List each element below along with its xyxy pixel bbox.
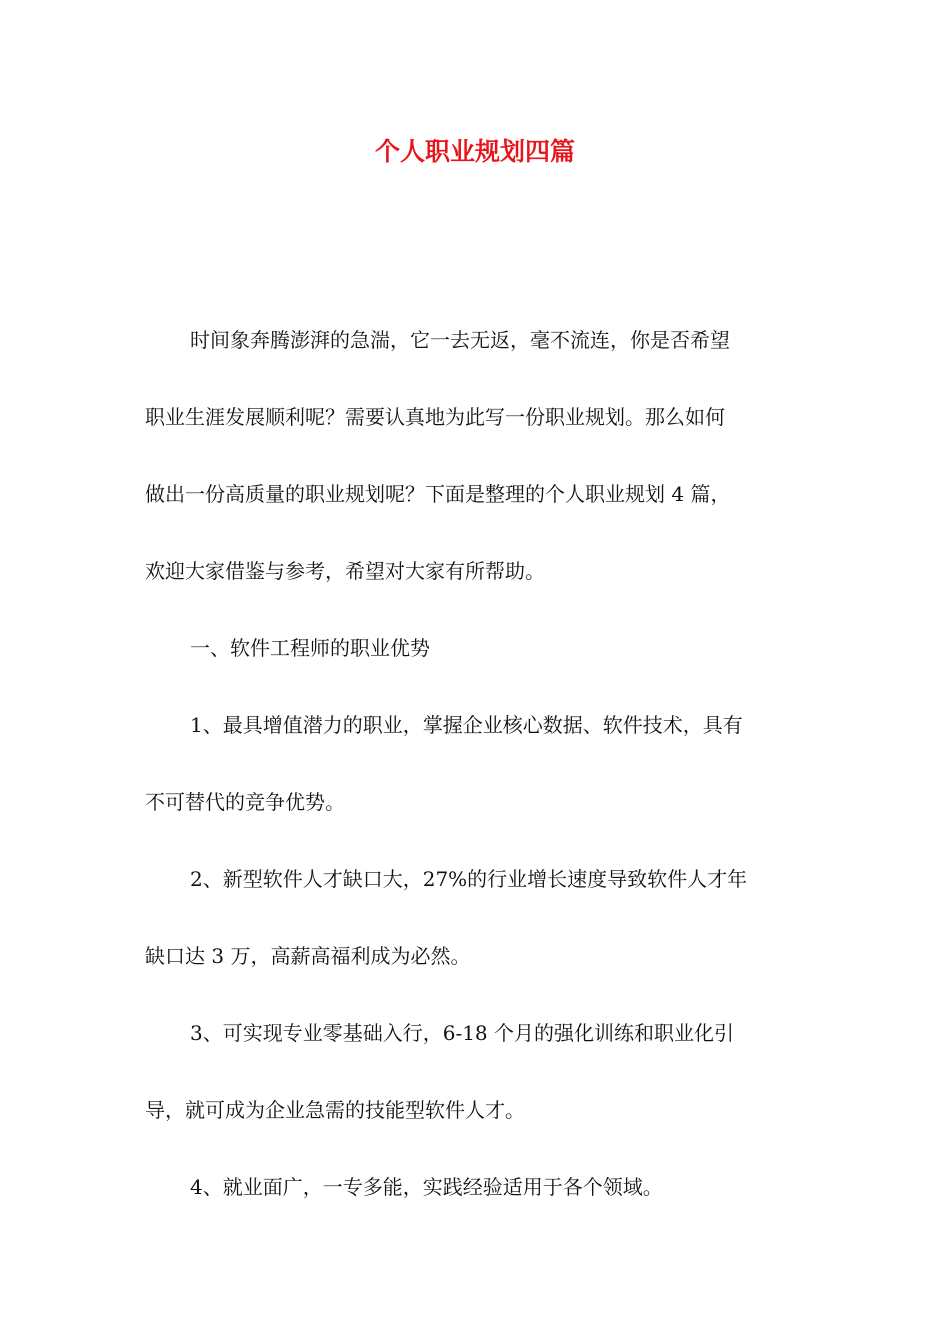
body-line: 3、可实现专业零基础入行，6-18 个月的强化训练和职业化引	[190, 1021, 735, 1045]
body-line: 时间象奔腾澎湃的急湍，它一去无返，毫不流连，你是否希望	[190, 328, 730, 352]
document-body	[145, 320, 807, 1244]
body-line: 1、最具增值潜力的职业，掌握企业核心数据、软件技术，具有	[190, 713, 743, 737]
body-line: 不可替代的竞争优势。	[145, 790, 345, 814]
body-line: 缺口达 3 万，高薪高福利成为必然。	[145, 944, 471, 968]
body-line: 导，就可成为企业急需的技能型软件人才。	[145, 1098, 525, 1122]
document-title: 个人职业规划四篇	[374, 137, 575, 166]
body-line: 欢迎大家借鉴与参考，希望对大家有所帮助。	[145, 559, 545, 583]
body-line: 职业生涯发展顺利呢？需要认真地为此写一份职业规划。那么如何	[145, 405, 725, 429]
section-heading: 一、软件工程师的职业优势	[190, 636, 430, 660]
body-line: 做出一份高质量的职业规划呢？下面是整理的个人职业规划 4 篇，	[145, 482, 731, 506]
body-line: 2、新型软件人才缺口大，27%的行业增长速度导致软件人才年	[190, 867, 748, 891]
body-line: 4、就业面广，一专多能，实践经验适用于各个领域。	[190, 1175, 663, 1199]
